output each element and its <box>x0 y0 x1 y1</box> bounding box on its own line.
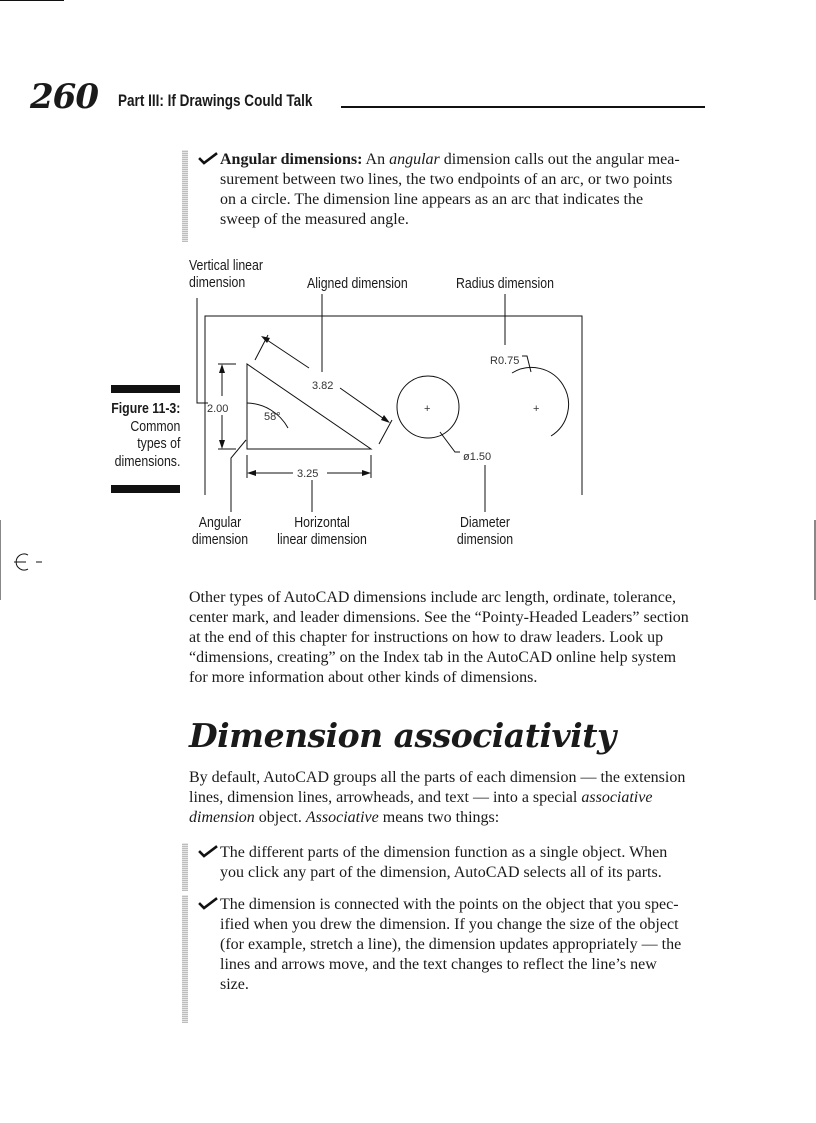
bullet-margin-bar <box>182 843 188 891</box>
callout-line: dimension <box>189 275 246 291</box>
radius-arc <box>512 367 569 436</box>
bullet-line: The different parts of the dimension function as a single object. When <box>220 844 668 861</box>
callout-line: dimension <box>191 532 249 548</box>
paragraph-line: Other types of AutoCAD dimensions include arc length, ordinate, tolerance, <box>189 589 676 606</box>
caption-label: Figure 11-3: <box>110 401 180 417</box>
aligned-value: 3.82 <box>312 380 334 392</box>
text-run: means two things: <box>378 809 500 826</box>
bullet-margin-bar <box>182 895 188 1023</box>
diameter-leader <box>440 432 460 452</box>
italic-run: dimension <box>189 809 255 826</box>
bullet-line: ified when you drew the dimension. If you change the size of the object <box>220 916 679 933</box>
bullet-text: An <box>362 151 390 168</box>
running-head: Part III: If Drawings Could Talk <box>118 92 313 110</box>
leader-vertical <box>197 298 208 403</box>
angle-value: 58° <box>264 411 281 423</box>
bullet-line: size. <box>220 976 249 993</box>
bullet-italic: angular <box>389 151 440 168</box>
bullet-lead: Angular dimensions: <box>220 151 363 168</box>
horizontal-value: 3.25 <box>297 468 319 480</box>
paragraph-default-groups <box>189 768 719 828</box>
paragraph-line: “dimensions, creating” on the Index tab in the AutoCAD online help system <box>189 649 677 666</box>
vertical-value: 2.00 <box>207 403 229 415</box>
paragraph-line: at the end of this chapter for instructions on how to draw leaders. Look up <box>189 629 664 646</box>
callout-aligned: Aligned dimension <box>307 276 408 292</box>
callout-line: linear dimension <box>277 532 367 548</box>
caption-line: Common <box>129 418 180 435</box>
checkmark-icon <box>198 897 218 911</box>
text-run: object. <box>254 809 306 826</box>
bullet-line: dimension calls out the angular mea- <box>439 151 680 168</box>
center-mark-arc: + <box>533 403 540 415</box>
callout-radius: Radius dimension <box>456 276 554 292</box>
triangle-object <box>247 364 371 449</box>
paragraph-line: for more information about other kinds of dimensions. <box>189 669 538 686</box>
radius-leader <box>522 356 531 372</box>
center-mark-circle: + <box>424 403 431 415</box>
bullet-item-connected <box>198 895 718 995</box>
callout-line: Diameter <box>459 515 510 531</box>
bullet-line: sweep of the measured angle. <box>220 211 409 228</box>
callout-line: Angular <box>198 515 242 531</box>
callout-line: dimension <box>456 532 514 548</box>
leader-angular <box>231 440 246 512</box>
italic-run: Associative <box>305 809 379 826</box>
diameter-value: ø1.50 <box>463 451 492 463</box>
bullet-line: (for example, stretch a line), the dimension updates appropriately — the <box>220 936 682 953</box>
callout-line: Vertical linear <box>189 258 263 274</box>
radius-value: R0.75 <box>490 355 520 367</box>
callout-line: Horizontal <box>294 515 350 531</box>
bullet-line: you click any part of the dimension, AutoCAD selects all of its parts. <box>220 864 662 881</box>
section-heading: Dimension associativity <box>189 716 616 755</box>
bullet-line: surement between two lines, the two endpoints of an arc, or two points <box>220 171 673 188</box>
paragraph-line: By default, AutoCAD groups all the parts of each dimension — the extension <box>189 769 686 786</box>
page-number: 260 <box>30 77 98 117</box>
bullet-line: The dimension is connected with the points on the object that you spec- <box>220 896 679 913</box>
paragraph-line: center mark, and leader dimensions. See the “Pointy-Headed Leaders” section <box>189 609 689 626</box>
caption-line: types of <box>136 436 180 452</box>
paragraph-line <box>189 788 719 808</box>
bullet-line: lines and arrows move, and the text changes to reflect the line’s new <box>220 956 657 973</box>
bullet-line: on a circle. The dimension line appears as an arc that indicates the <box>220 191 644 208</box>
bullet-item-single-object <box>198 843 718 883</box>
paragraph-other-types <box>189 588 719 688</box>
checkmark-icon <box>198 845 218 859</box>
italic-run: associative <box>581 789 653 806</box>
text-run: lines, dimension lines, arrowheads, and text — into a special <box>189 789 582 806</box>
caption-line: dimensions. <box>114 453 180 470</box>
paragraph-line <box>189 808 719 828</box>
